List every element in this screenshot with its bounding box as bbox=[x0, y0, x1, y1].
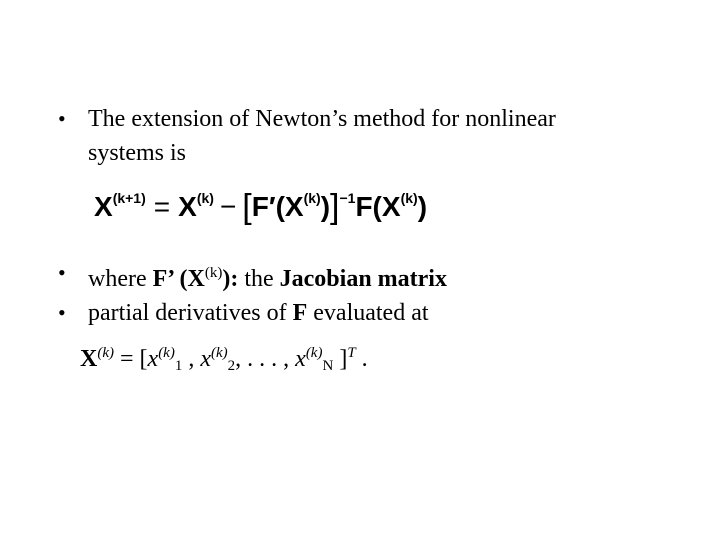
partial-suffix: evaluated at bbox=[307, 300, 429, 326]
vector-close: ] bbox=[333, 346, 348, 372]
vector-sep-1: , bbox=[182, 346, 201, 372]
vector-xn-sup: (k) bbox=[305, 345, 323, 361]
formula-lhs-sup: (k+1) bbox=[112, 190, 146, 206]
formula-fprime: F′(X bbox=[251, 191, 304, 222]
newton-update-formula bbox=[94, 186, 427, 225]
vector-xn: x bbox=[295, 346, 306, 372]
vector-x1-sub: 1 bbox=[174, 358, 183, 374]
jacobian-f: F’ (X bbox=[152, 266, 205, 292]
jacobian-close: ): bbox=[222, 266, 239, 292]
vector-end: . bbox=[355, 346, 368, 372]
vector-x2-sub: 2 bbox=[227, 358, 236, 374]
vector-x2-sup: (k) bbox=[211, 345, 228, 361]
jacobian-mid: the bbox=[238, 266, 280, 292]
jacobian-prefix: where bbox=[88, 266, 153, 292]
partial-prefix: partial derivatives of bbox=[88, 300, 293, 326]
bullet-text bbox=[88, 296, 429, 330]
vector-x1: x bbox=[147, 346, 159, 372]
formula-x-sup: (k) bbox=[196, 190, 214, 206]
formula-f-sup: (k) bbox=[400, 190, 418, 206]
bullet-line-2: systems is bbox=[88, 140, 187, 166]
vector-x2: x bbox=[200, 346, 211, 372]
vector-x-sup: (k) bbox=[97, 345, 114, 361]
jacobian-sup: (k) bbox=[204, 265, 223, 281]
formula-equals: = bbox=[153, 191, 171, 222]
partial-f: F bbox=[292, 300, 308, 326]
bullet-text bbox=[88, 256, 447, 296]
bullet-line-1: The extension of Newton’s method for nonlinear bbox=[88, 106, 556, 132]
jacobian-term: Jacobian matrix bbox=[279, 266, 447, 292]
vector-x1-sup: (k) bbox=[158, 345, 175, 361]
formula-fprime-sup: (k) bbox=[303, 190, 321, 206]
formula-open-bracket: [ bbox=[242, 188, 252, 226]
formula-x: X bbox=[178, 191, 197, 222]
vector-x: X bbox=[80, 346, 98, 372]
vector-xn-sub: N bbox=[322, 358, 334, 374]
formula-inverse-sup: −1 bbox=[339, 190, 356, 206]
formula-close-paren-2: ) bbox=[417, 191, 428, 222]
bullet-dot-icon: • bbox=[58, 106, 66, 131]
evaluation-point-vector bbox=[80, 336, 368, 383]
bullet-dot-icon: • bbox=[58, 300, 66, 325]
bullet-dot-icon: • bbox=[58, 260, 66, 285]
formula-minus: − bbox=[219, 191, 237, 222]
vector-eq-open: = [ bbox=[114, 346, 148, 372]
formula-lhs: X bbox=[94, 191, 113, 222]
vector-sep-2: , . . . , bbox=[235, 346, 296, 372]
formula-close-bracket: ] bbox=[330, 188, 340, 226]
bullet-text bbox=[88, 102, 556, 170]
formula-close-paren-1: ) bbox=[320, 191, 331, 222]
vector-transpose: T bbox=[347, 345, 356, 361]
formula-f: F(X bbox=[355, 191, 401, 222]
